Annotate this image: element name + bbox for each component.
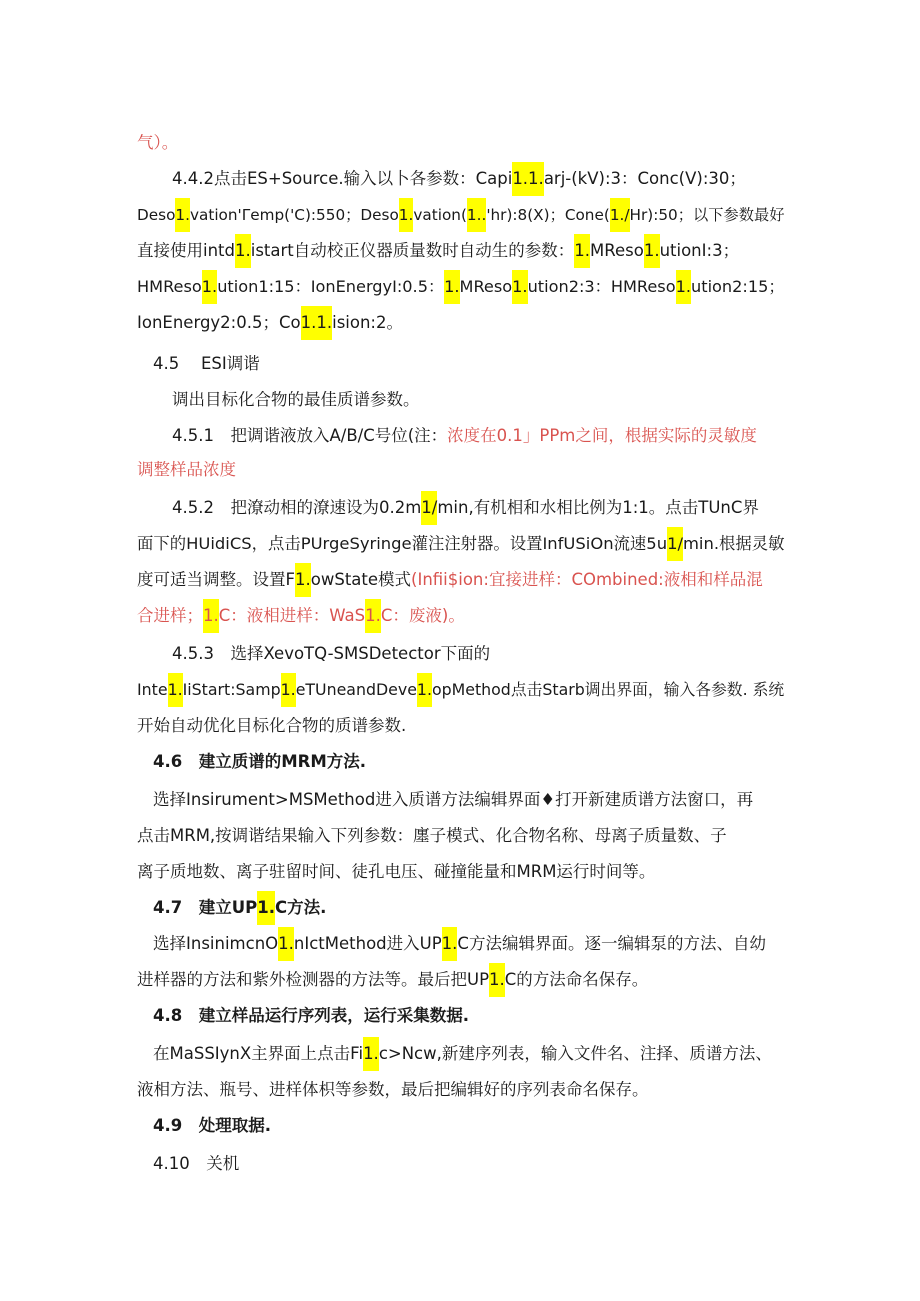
text-line [153, 346, 260, 382]
highlighted-text: 1. [257, 891, 275, 925]
text-segment: 4.5.1 把调谐液放入A/B/C号位(注： [172, 426, 448, 445]
text-segment: ision:2。 [332, 313, 403, 332]
text-segment: 4.4.2点击ES+Source.输入以卜各参数：Capi [172, 169, 513, 188]
text-segment: 4.9 处理取据. [153, 1116, 271, 1135]
text-line [172, 382, 420, 418]
text-line [137, 269, 785, 305]
text-line [172, 490, 759, 526]
text-line [137, 125, 178, 161]
text-line [137, 672, 784, 708]
highlighted-text: 1. [202, 270, 217, 304]
text-segment: ution2:3：HMReso [527, 277, 676, 296]
text-line [137, 526, 785, 562]
text-segment: utionI:3； [659, 241, 740, 260]
text-segment: 4.5.2 把潦动相的潦速设为0.2m [172, 498, 422, 517]
text-line [137, 452, 236, 488]
highlighted-text: 1. [168, 673, 183, 707]
highlighted-text: 1. [175, 198, 190, 232]
text-segment: 'hr):8(X)；Cone( [486, 206, 610, 224]
text-segment: 4.5.3 选择XevoTQ-SMSDetector下面的 [172, 644, 491, 663]
text-segment: 合进样； [137, 606, 203, 625]
text-segment: 在MaSSIynX主界面上点击Fi [153, 1044, 364, 1063]
highlighted-text: 1. [399, 198, 414, 232]
text-segment: 进样器的方法和紫外检测器的方法等。最后把UP [137, 970, 490, 989]
text-segment: (Infii$ion:宜接进样：COmbined:液相和样品混 [411, 570, 763, 589]
text-line [137, 305, 403, 341]
text-line [137, 197, 785, 233]
text-line [153, 998, 469, 1034]
text-segment: MReso [590, 241, 644, 260]
text-segment: C：废液)。 [380, 606, 465, 625]
text-segment: C：液相进样：WaS [218, 606, 366, 625]
text-segment: HMReso [137, 277, 202, 296]
text-segment: 气）。 [137, 133, 179, 152]
highlighted-text: 1.1. [301, 306, 333, 340]
text-segment: min,有机相和水相比例为1:1。点击TUnC界 [437, 498, 759, 517]
text-line [137, 233, 739, 269]
text-line [172, 636, 490, 672]
text-segment: 离子质地数、离子驻留时间、徒孔电压、碰撞能量和MRM运行时间等。 [137, 862, 656, 881]
highlighted-text: 1. [644, 234, 660, 268]
text-line [153, 1036, 772, 1072]
text-segment: IiStart:Samp [182, 680, 281, 699]
text-segment: vation( [413, 206, 467, 224]
text-segment: min.根据灵敏 [683, 534, 785, 553]
text-line [137, 562, 763, 598]
text-segment: IonEnergy2:0.5；Co [137, 313, 301, 332]
highlighted-text: 1. [281, 673, 296, 707]
highlighted-text: 1. [442, 927, 458, 961]
text-segment: 面下的HUidiCS，点击PUrgeSyringe灌注注射器。设置InfUSiOn流速5u [137, 534, 668, 553]
text-segment: 点击MRM,按调谐结果输入下列参数：廛子模式、化合物名称、母离子质量数、子 [137, 826, 727, 845]
text-segment: C方法编辑界面。逐一编辑泵的方法、自幼 [457, 934, 766, 953]
text-segment: 4.7 建立UP [153, 898, 258, 917]
text-segment: 选择InsinimcnO [153, 934, 279, 953]
highlighted-text: 1. [574, 234, 590, 268]
highlighted-text: 1. [295, 563, 311, 597]
text-line [172, 161, 746, 197]
text-line [137, 962, 648, 998]
text-segment: Inte [137, 680, 168, 699]
text-segment: eTUneandDeve [295, 680, 417, 699]
highlighted-text: 1. [512, 270, 527, 304]
text-segment: ution2:15； [691, 277, 785, 296]
highlighted-text: 1/ [667, 527, 683, 561]
highlighted-text: 1. [444, 270, 459, 304]
text-line [153, 890, 326, 926]
text-segment: 度可适当调整。设置F [137, 570, 295, 589]
text-segment: 浓度在0.1」PPm之间，根据实际的灵敏度 [447, 426, 757, 445]
highlighted-text: 1. [417, 673, 432, 707]
highlighted-text: 1. [676, 270, 691, 304]
text-segment: C方法. [274, 898, 327, 917]
highlighted-text: 1. [363, 1037, 379, 1071]
highlighted-text: 1. [489, 963, 505, 997]
text-segment: opMethod点击Starb调出界面，输入各参数. 系统 [431, 680, 785, 699]
text-line [137, 818, 727, 854]
text-line [153, 782, 753, 818]
text-segment: 调整样品浓度 [137, 460, 236, 479]
text-segment: 选择Insirument>MSMethod进入质谱方法编辑界面♦打开新建质谱方法窗口，再 [153, 790, 754, 809]
text-line [137, 708, 406, 744]
highlighted-text: 1. [278, 927, 294, 961]
text-line [153, 926, 766, 962]
highlighted-text: 1. [235, 234, 251, 268]
text-segment: c>Ncw,新建序列表，输入文件名、注择、质谱方法、 [378, 1044, 772, 1063]
text-segment: nIctMethod进入UP [293, 934, 442, 953]
text-segment: arj-(kV):3：Conc(V):30； [543, 169, 746, 188]
text-segment: 调出目标化合物的最佳质谱参数。 [172, 390, 420, 409]
text-segment: 4.6 建立质谱的MRM方法. [153, 752, 367, 771]
highlighted-text: 1.. [467, 198, 486, 232]
text-line [153, 1108, 271, 1144]
text-segment: C的方法命名保存。 [504, 970, 649, 989]
highlighted-text: 1./ [610, 198, 630, 232]
text-line [137, 1072, 649, 1108]
text-segment: 4.8 建立样品运行序列表，运行采集数据. [153, 1006, 469, 1025]
text-segment: 开始自动优化目标化合物的质谱参数. [137, 716, 407, 735]
text-segment: 液相方法、瓶号、进样体枳等参数，最后把编辑好的序列表命名保存。 [137, 1080, 649, 1099]
text-line [137, 854, 655, 890]
text-segment: owState模式 [310, 570, 412, 589]
text-segment: ution1:15：IonEnergyI:0.5： [217, 277, 445, 296]
highlighted-text: 1. [203, 599, 219, 633]
text-line [172, 418, 757, 454]
highlighted-text: 1/ [421, 491, 437, 525]
text-segment: 4.10 关机 [153, 1154, 240, 1173]
text-segment: 4.5 ESI调谐 [153, 354, 260, 373]
text-line [137, 598, 465, 634]
text-segment: 直接使用intd [137, 241, 235, 260]
highlighted-text: 1.1. [512, 162, 544, 196]
highlighted-text: 1. [365, 599, 381, 633]
text-segment: istart自动校正仪器质量数时自动生的参数： [250, 241, 575, 260]
text-segment: Deso [137, 206, 176, 224]
text-segment: vation'Γemp('C):550；Deso [189, 206, 399, 224]
text-line [153, 1146, 239, 1182]
text-line [153, 744, 366, 780]
text-segment: Hr):50；以下参数最好 [629, 206, 785, 224]
text-segment: MReso [459, 277, 513, 296]
